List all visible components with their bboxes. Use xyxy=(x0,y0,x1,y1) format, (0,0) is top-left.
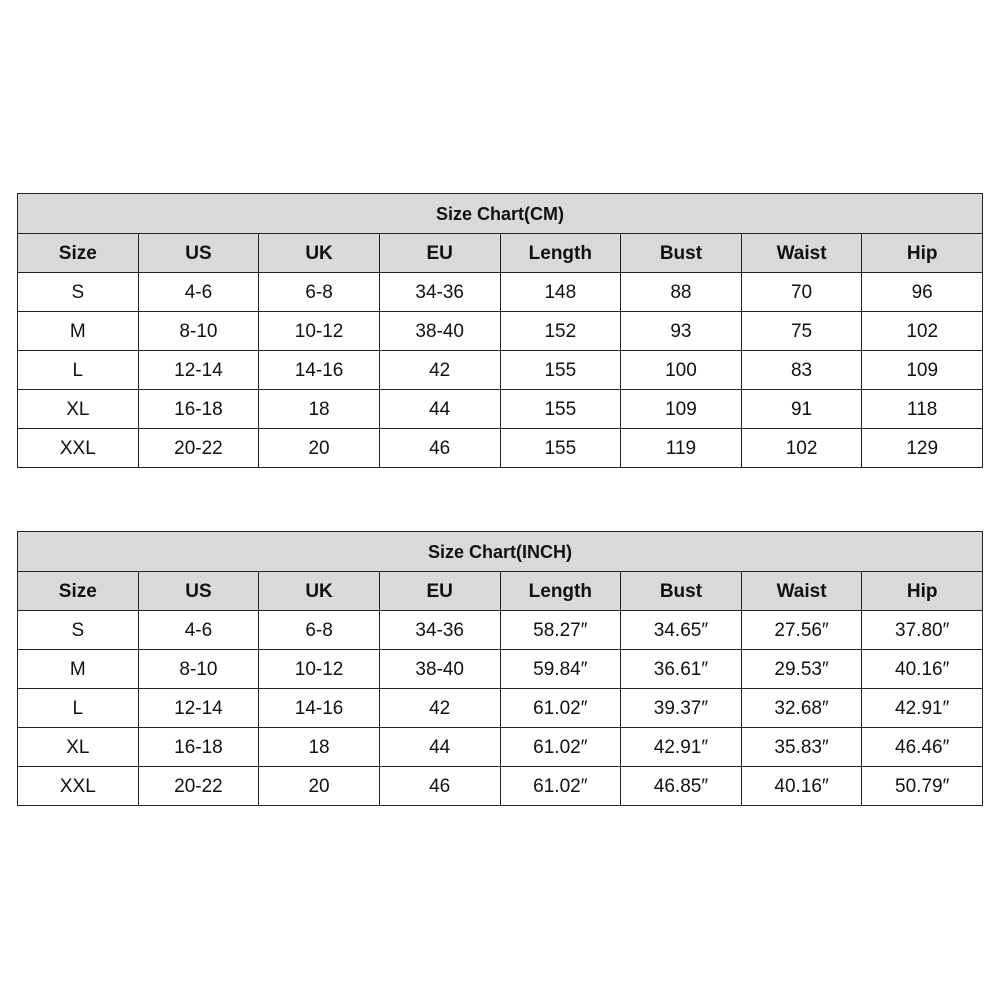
table-cell: 91 xyxy=(741,390,862,429)
table-cell: 102 xyxy=(862,312,983,351)
table-cell: 70 xyxy=(741,273,862,312)
table-cell: 102 xyxy=(741,429,862,468)
table-cell: 59.84″ xyxy=(500,650,621,689)
table-cell: 16-18 xyxy=(138,390,259,429)
table-row xyxy=(18,728,983,767)
table-cell: 38-40 xyxy=(379,650,500,689)
table-cell: 38-40 xyxy=(379,312,500,351)
table-cell: 129 xyxy=(862,429,983,468)
table-cell: XXL xyxy=(18,767,139,806)
column-header-eu: EU xyxy=(379,234,500,273)
column-header-us: US xyxy=(138,572,259,611)
table-cell: 152 xyxy=(500,312,621,351)
table-cell: M xyxy=(18,312,139,351)
table-cell: 12-14 xyxy=(138,351,259,390)
table-cell: 36.61″ xyxy=(621,650,742,689)
table-cell: 44 xyxy=(379,728,500,767)
table-cell: 39.37″ xyxy=(621,689,742,728)
table-cell: 46.85″ xyxy=(621,767,742,806)
table-cell: 20 xyxy=(259,429,380,468)
size-chart-inch-table xyxy=(17,531,983,806)
table-cell: 119 xyxy=(621,429,742,468)
table-title-row xyxy=(18,194,983,234)
table-cell: 8-10 xyxy=(138,650,259,689)
table-cell: 61.02″ xyxy=(500,689,621,728)
table-cell: 10-12 xyxy=(259,312,380,351)
table-cell: 27.56″ xyxy=(741,611,862,650)
table-cell: 46 xyxy=(379,767,500,806)
table-cell: M xyxy=(18,650,139,689)
table-cell: 4-6 xyxy=(138,611,259,650)
column-header-length: Length xyxy=(500,572,621,611)
table-title: Size Chart(INCH) xyxy=(18,532,983,572)
table-cell: 46 xyxy=(379,429,500,468)
table-cell: 96 xyxy=(862,273,983,312)
size-chart-cm-table xyxy=(17,193,983,468)
table-cell: 155 xyxy=(500,429,621,468)
table-cell: 35.83″ xyxy=(741,728,862,767)
table-cell: 20-22 xyxy=(138,429,259,468)
table-cell: 29.53″ xyxy=(741,650,862,689)
table-cell: 37.80″ xyxy=(862,611,983,650)
table-cell: XL xyxy=(18,728,139,767)
column-header-waist: Waist xyxy=(741,234,862,273)
table-cell: 61.02″ xyxy=(500,767,621,806)
table-cell: 100 xyxy=(621,351,742,390)
table-cell: 32.68″ xyxy=(741,689,862,728)
table-cell: 40.16″ xyxy=(741,767,862,806)
table-row xyxy=(18,351,983,390)
column-header-length: Length xyxy=(500,234,621,273)
table-cell: 42 xyxy=(379,351,500,390)
table-cell: 14-16 xyxy=(259,689,380,728)
table-cell: 46.46″ xyxy=(862,728,983,767)
table-cell: XXL xyxy=(18,429,139,468)
table-cell: 20 xyxy=(259,767,380,806)
table-cell: 18 xyxy=(259,728,380,767)
table-cell: 34-36 xyxy=(379,611,500,650)
table-cell: XL xyxy=(18,390,139,429)
table-cell: S xyxy=(18,611,139,650)
column-header-bust: Bust xyxy=(621,234,742,273)
table-cell: 34-36 xyxy=(379,273,500,312)
table-row xyxy=(18,689,983,728)
column-header-eu: EU xyxy=(379,572,500,611)
table-cell: 155 xyxy=(500,390,621,429)
table-cell: S xyxy=(18,273,139,312)
table-row xyxy=(18,767,983,806)
table-cell: 4-6 xyxy=(138,273,259,312)
table-row xyxy=(18,429,983,468)
table-cell: 42 xyxy=(379,689,500,728)
table-cell: 12-14 xyxy=(138,689,259,728)
column-header-waist: Waist xyxy=(741,572,862,611)
table-header-row xyxy=(18,572,983,611)
table-cell: 109 xyxy=(862,351,983,390)
table-cell: 44 xyxy=(379,390,500,429)
table-row xyxy=(18,273,983,312)
table-cell: 6-8 xyxy=(259,611,380,650)
column-header-hip: Hip xyxy=(862,234,983,273)
column-header-us: US xyxy=(138,234,259,273)
table-cell: 34.65″ xyxy=(621,611,742,650)
table-cell: 61.02″ xyxy=(500,728,621,767)
column-header-uk: UK xyxy=(259,572,380,611)
table-cell: 20-22 xyxy=(138,767,259,806)
table-cell: 10-12 xyxy=(259,650,380,689)
table-cell: 42.91″ xyxy=(621,728,742,767)
table-cell: 18 xyxy=(259,390,380,429)
table-cell: 6-8 xyxy=(259,273,380,312)
table-cell: 148 xyxy=(500,273,621,312)
table-cell: 75 xyxy=(741,312,862,351)
table-cell: 93 xyxy=(621,312,742,351)
table-row xyxy=(18,390,983,429)
table-cell: 83 xyxy=(741,351,862,390)
table-header-row xyxy=(18,234,983,273)
column-header-size: Size xyxy=(18,572,139,611)
table-cell: 118 xyxy=(862,390,983,429)
table-cell: 50.79″ xyxy=(862,767,983,806)
table-cell: 16-18 xyxy=(138,728,259,767)
table-cell: 40.16″ xyxy=(862,650,983,689)
table-title: Size Chart(CM) xyxy=(18,194,983,234)
column-header-bust: Bust xyxy=(621,572,742,611)
table-cell: L xyxy=(18,689,139,728)
table-row xyxy=(18,650,983,689)
table-row xyxy=(18,312,983,351)
table-cell: L xyxy=(18,351,139,390)
table-cell: 14-16 xyxy=(259,351,380,390)
table-cell: 8-10 xyxy=(138,312,259,351)
table-cell: 109 xyxy=(621,390,742,429)
column-header-size: Size xyxy=(18,234,139,273)
column-header-uk: UK xyxy=(259,234,380,273)
table-cell: 58.27″ xyxy=(500,611,621,650)
table-row xyxy=(18,611,983,650)
table-cell: 88 xyxy=(621,273,742,312)
table-title-row xyxy=(18,532,983,572)
column-header-hip: Hip xyxy=(862,572,983,611)
table-cell: 42.91″ xyxy=(862,689,983,728)
table-cell: 155 xyxy=(500,351,621,390)
